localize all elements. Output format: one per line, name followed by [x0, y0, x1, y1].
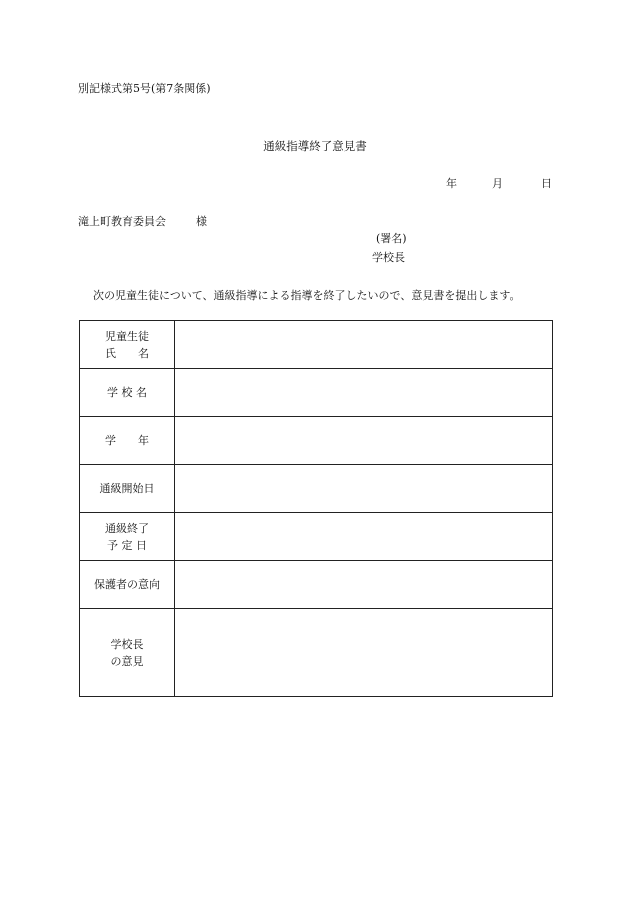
row-label-line: 通級終了	[105, 521, 149, 535]
row-label-end-date	[80, 513, 175, 561]
row-label-line: 通級開始日	[99, 482, 155, 495]
table-row	[80, 561, 553, 609]
student-name-field[interactable]	[175, 321, 553, 369]
info-table	[79, 320, 553, 697]
row-label-school-name	[80, 369, 175, 417]
row-label-line: 学 校 名	[107, 386, 147, 399]
table-row	[80, 417, 553, 465]
table-row	[80, 465, 553, 513]
table-row	[80, 321, 553, 369]
addressee-honorific: 様	[196, 215, 207, 228]
row-label-guardian-intent	[80, 561, 175, 609]
date-day-label: 日	[541, 177, 552, 190]
row-label-line: 氏 名	[105, 346, 149, 360]
row-label-grade	[80, 417, 175, 465]
row-label-line: 保護者の意向	[94, 578, 160, 591]
document-title: 通級指導終了意見書	[263, 139, 367, 153]
date-month-label: 月	[492, 177, 503, 190]
end-date-field[interactable]	[175, 513, 553, 561]
signature-note: (署名)	[376, 232, 407, 245]
table-row	[80, 609, 553, 697]
row-label-line: 児童生徒	[105, 329, 149, 343]
addressee-name: 滝上町教育委員会	[78, 215, 166, 228]
school-name-field[interactable]	[175, 369, 553, 417]
grade-field[interactable]	[175, 417, 553, 465]
body-statement: 次の児童生徒について、通級指導による指導を終了したいので、意見書を提出します。	[93, 289, 521, 302]
row-label-line: の意見	[110, 654, 144, 668]
start-date-field[interactable]	[175, 465, 553, 513]
table-row	[80, 369, 553, 417]
guardian-intent-field[interactable]	[175, 561, 553, 609]
row-label-line: 学 年	[105, 434, 149, 447]
row-label-start-date	[80, 465, 175, 513]
principal-label: 学校長	[372, 251, 405, 264]
row-label-line: 学校長	[110, 637, 144, 651]
form-number: 別記様式第5号(第7条関係)	[78, 82, 211, 95]
row-label-student-name	[80, 321, 175, 369]
row-label-line: 予 定 日	[107, 538, 147, 552]
table-row	[80, 513, 553, 561]
row-label-principal-opinion	[80, 609, 175, 697]
date-year-label: 年	[446, 177, 457, 190]
principal-opinion-field[interactable]	[175, 609, 553, 697]
